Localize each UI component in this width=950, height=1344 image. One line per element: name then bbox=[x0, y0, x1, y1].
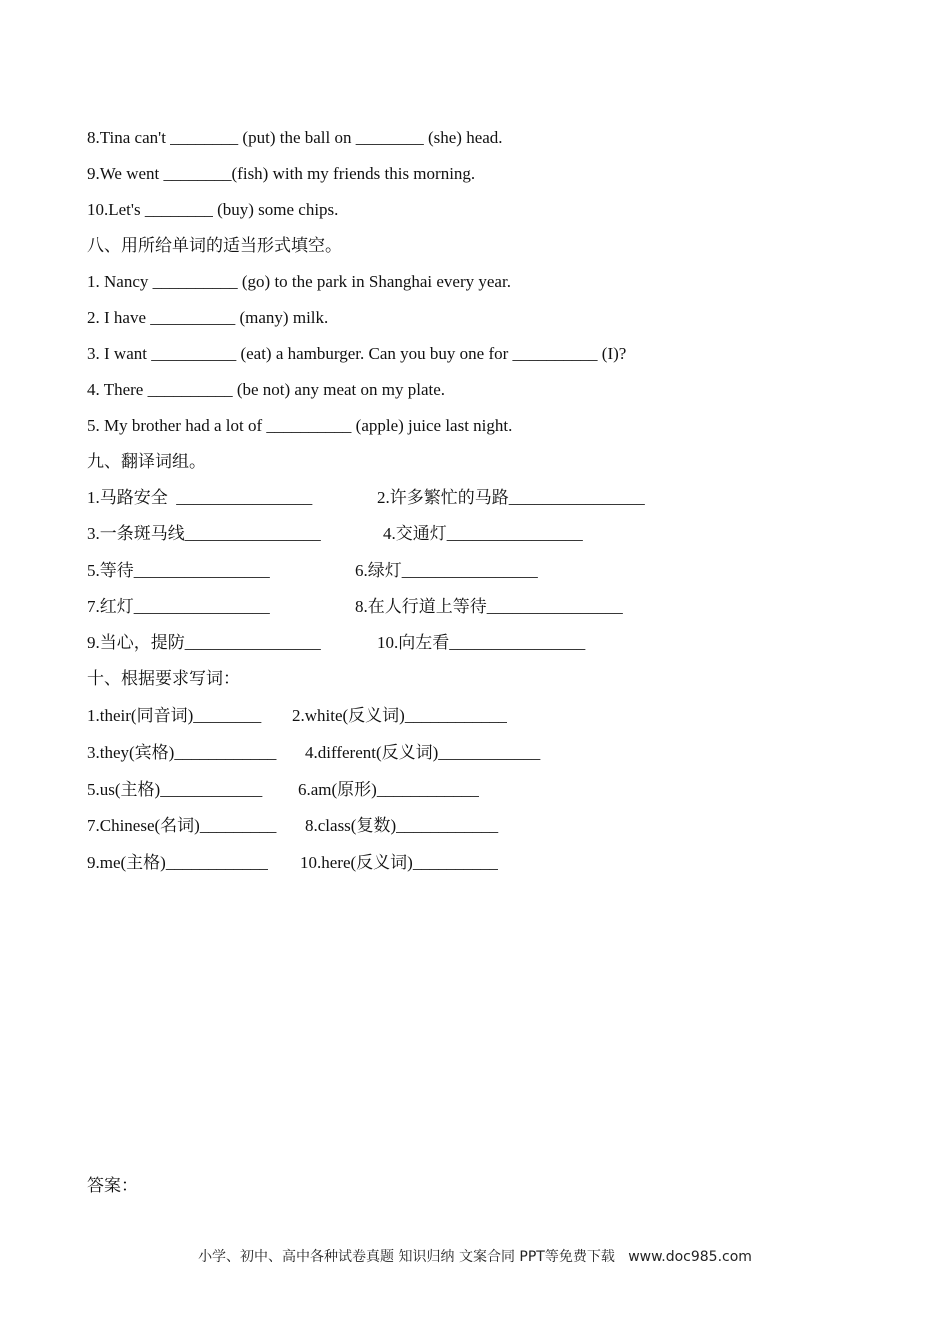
question-7-9: 9.We went ________(fish) with my friends this morning. bbox=[87, 164, 476, 183]
question-9-4: 4.交通灯________________ bbox=[383, 524, 583, 543]
question-10-8: 8.class(复数)____________ bbox=[305, 816, 499, 835]
question-10-4: 4.different(反义词)____________ bbox=[305, 743, 541, 762]
question-8-5: 5. My brother had a lot of __________ (apple) juice last night. bbox=[87, 416, 513, 435]
question-9-6: 6.绿灯________________ bbox=[355, 561, 538, 580]
question-9-7: 7.红灯________________ bbox=[87, 597, 270, 616]
question-9-2: 2.许多繁忙的马路________________ bbox=[377, 488, 645, 507]
question-10-10: 10.here(反义词)__________ bbox=[300, 853, 498, 872]
question-10-7: 7.Chinese(名词)_________ bbox=[87, 816, 277, 835]
section-9-heading: 九、翻译词组。 bbox=[87, 452, 206, 471]
question-9-9: 9.当心，提防________________ bbox=[87, 633, 321, 652]
question-9-5: 5.等待________________ bbox=[87, 561, 270, 580]
question-9-10: 10.向左看________________ bbox=[377, 633, 586, 652]
question-9-1: 1.马路安全 ________________ bbox=[87, 488, 313, 507]
question-7-8: 8.Tina can't ________ (put) the ball on ________ (she) head. bbox=[87, 128, 503, 147]
question-9-3: 3.一条斑马线________________ bbox=[87, 524, 321, 543]
question-8-1: 1. Nancy __________ (go) to the park in Shanghai every year. bbox=[87, 272, 511, 291]
question-10-2: 2.white(反义词)____________ bbox=[292, 706, 507, 725]
question-8-2: 2. I have __________ (many) milk. bbox=[87, 308, 329, 327]
answers-label: 答案： bbox=[87, 1176, 138, 1195]
section-8-heading: 八、用所给单词的适当形式填空。 bbox=[87, 236, 342, 255]
page-footer: 小学、初中、高中各种试卷真题 知识归纳 文案合同 PPT等免费下载 www.doc985.com bbox=[198, 1249, 752, 1265]
question-10-3: 3.they(宾格)____________ bbox=[87, 743, 277, 762]
question-10-6: 6.am(原形)____________ bbox=[298, 780, 479, 799]
question-8-3: 3. I want __________ (eat) a hamburger. Can you buy one for __________ (I)? bbox=[87, 344, 627, 363]
question-7-10: 10.Let's ________ (buy) some chips. bbox=[87, 200, 339, 219]
question-10-1: 1.their(同音词)________ bbox=[87, 706, 262, 725]
question-9-8: 8.在人行道上等待________________ bbox=[355, 597, 623, 616]
question-8-4: 4. There __________ (be not) any meat on my plate. bbox=[87, 380, 446, 399]
question-10-5: 5.us(主格)____________ bbox=[87, 780, 263, 799]
section-10-heading: 十、根据要求写词： bbox=[87, 669, 240, 688]
question-10-9: 9.me(主格)____________ bbox=[87, 853, 268, 872]
